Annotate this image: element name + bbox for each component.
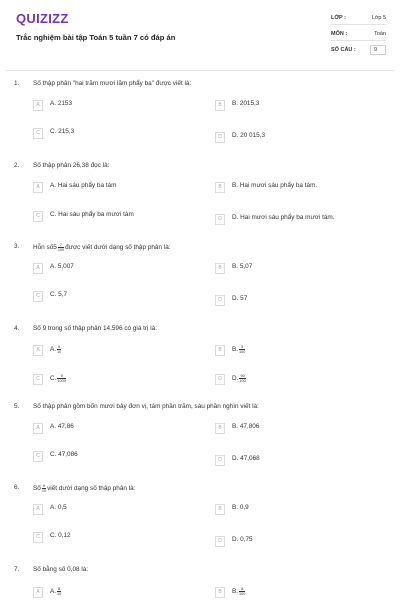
denominator: 1000 (57, 379, 66, 383)
option-text: B. 47,806 (232, 423, 260, 430)
option-box: D (215, 295, 225, 306)
denominator: 100 (57, 248, 65, 252)
question-text (33, 484, 135, 493)
divider (331, 24, 386, 25)
option-text (232, 374, 247, 383)
question-text: Số 9 trong số thập phân 14,596 có giá trị là: (33, 325, 157, 332)
option-text: C. 215,3 (50, 128, 75, 135)
option-text (50, 587, 62, 596)
header-divider (6, 70, 394, 71)
numerator: 90 (240, 374, 245, 378)
fraction (57, 345, 61, 354)
option-box: D (215, 132, 225, 143)
denominator: 10 (57, 350, 62, 354)
option-box: A (33, 345, 43, 356)
numerator: 9 (57, 374, 65, 379)
question-count-label: SỐ CÂU : (331, 47, 356, 53)
class-label: LỚP : (331, 15, 346, 21)
option-box: B (215, 345, 225, 356)
option-text: D. 0,75 (232, 536, 253, 543)
option-text: B. 5,07 (232, 263, 253, 270)
option-text (232, 587, 246, 596)
option-label: B. (232, 588, 239, 596)
option-text: B. Hai mươi sáu phẩy ba tám. (232, 182, 318, 189)
question-text: Số thập phân "hai trăm mươi lăm phẩy ba" được viết là: (33, 80, 192, 87)
option-text: D. 57 (232, 295, 248, 302)
option-box: B (215, 100, 225, 111)
subject-label: MÔN : (331, 31, 348, 37)
question-number: 5. (14, 403, 20, 410)
fraction (42, 484, 46, 493)
option-box: C (33, 374, 43, 385)
fraction (239, 345, 245, 354)
option-text (50, 345, 62, 354)
option-box: C (33, 291, 43, 302)
fraction (57, 587, 61, 596)
subject-value: Toán (374, 31, 386, 37)
denominator: 10 (57, 592, 62, 596)
denominator: 10 (41, 489, 47, 493)
option-box: B (215, 423, 225, 434)
question-number: 1. (14, 80, 20, 87)
option-label: B. (232, 346, 239, 354)
option-box: C (33, 128, 43, 139)
option-box: C (33, 211, 43, 222)
question-text: Số thập phân 26,38 đọc là: (33, 162, 110, 169)
denominator: 100 (239, 592, 246, 596)
numerator: 7 (58, 243, 64, 248)
question-text: Số thập phân gồm bốn mươi bảy đơn vị, tám phần trăm, sáu phần nghìn viết là: (33, 403, 259, 410)
option-text: A. 2153 (50, 100, 73, 107)
option-text (232, 345, 246, 354)
fraction (239, 374, 245, 383)
page-title: Trắc nghiệm bài tập Toán 5 tuần 7 có đáp án (16, 33, 176, 42)
option-box: A (33, 587, 43, 598)
option-box: A (33, 182, 43, 193)
option-text: D. 47,068 (232, 455, 260, 462)
option-box: B (215, 263, 225, 274)
option-box: B (215, 587, 225, 598)
divider (331, 40, 386, 41)
question-number: 2. (14, 162, 20, 169)
option-text: A. 5,007 (50, 263, 74, 270)
option-box: A (33, 504, 43, 515)
question-count-value: 9 (370, 45, 386, 55)
option-box: D (215, 536, 225, 547)
fraction (58, 243, 64, 252)
option-text: C. 47,086 (50, 451, 78, 458)
denominator: 100 (239, 350, 246, 354)
option-text: C. 0,12 (50, 532, 71, 539)
question-text-part: được viết dưới dạng số thập phân là: (65, 244, 171, 252)
option-text: A. Hai sáu phẩy ba tám (50, 182, 117, 189)
option-box: A (33, 263, 43, 274)
question-text-part: viết dưới dạng số thập phân là: (47, 485, 136, 493)
option-text (50, 374, 67, 383)
option-text: A. 47,86 (50, 423, 74, 430)
option-box: C (33, 532, 43, 543)
option-box: B (215, 182, 225, 193)
fraction (239, 587, 245, 596)
question-text (33, 243, 171, 252)
question-number: 6. (14, 484, 20, 491)
question-text-part: Hỗn số5 (33, 244, 57, 252)
numerator: 8 (239, 587, 245, 592)
question-text: Số bằng số 0,08 là: (33, 566, 89, 573)
option-box: A (33, 423, 43, 434)
numerator: 9 (42, 484, 45, 488)
option-box: B (215, 504, 225, 515)
numerator: 9 (239, 345, 245, 350)
worksheet-header (0, 0, 400, 64)
question-number: 4. (14, 325, 20, 332)
option-box: D (215, 455, 225, 466)
option-text: A. 0,5 (50, 504, 67, 511)
denominator: 100 (239, 379, 246, 383)
option-text: B. 2015,3 (232, 100, 260, 107)
numerator: 8 (58, 587, 61, 591)
option-text: C. 5,7 (50, 291, 68, 298)
option-box: D (215, 374, 225, 385)
question-number: 7. (14, 566, 20, 573)
numerator: 9 (58, 345, 61, 349)
fraction (57, 374, 65, 383)
option-box: A (33, 100, 43, 111)
question-text-part: Số (33, 485, 41, 493)
option-label: A. (50, 588, 57, 596)
option-box: C (33, 451, 43, 462)
question-number: 3. (14, 243, 20, 250)
class-value: Lớp 5 (371, 15, 386, 21)
option-label: C. (50, 375, 57, 383)
option-label: D. (232, 375, 239, 383)
option-box: D (215, 214, 225, 225)
option-label: A. (50, 346, 57, 354)
option-text: D. 20 015,3 (232, 132, 266, 139)
option-text: D. Hai mươi sáu phẩy ba mươi tám. (232, 214, 335, 221)
option-text: B. 0,9 (232, 504, 249, 511)
quizizz-logo: QUIZIZZ (16, 11, 69, 26)
option-text: C. Hai sáu phẩy ba mươi tám (50, 211, 134, 218)
